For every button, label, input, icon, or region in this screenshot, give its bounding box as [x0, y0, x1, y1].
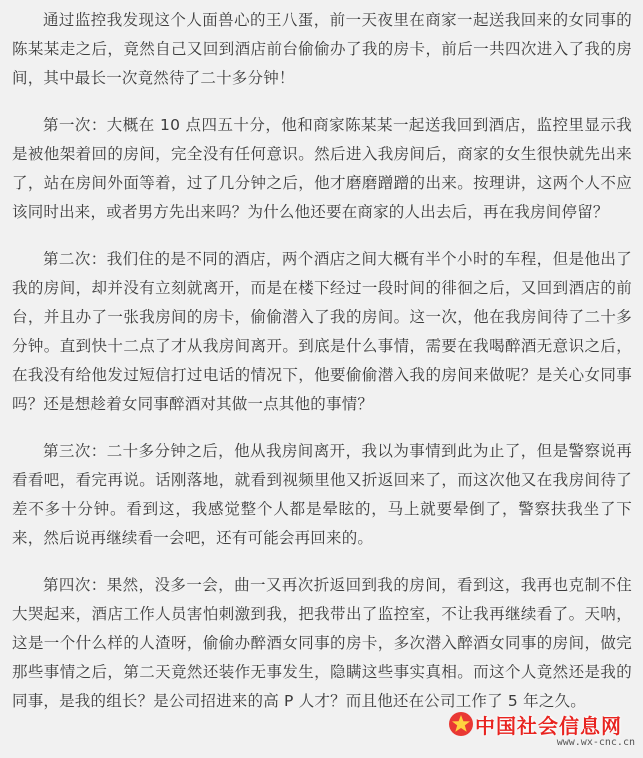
watermark-title: 中国社会信息网	[475, 714, 622, 738]
site-watermark	[447, 710, 637, 754]
article-body	[12, 6, 632, 716]
paragraph-intro: 通过监控我发现这个人面兽心的王八蛋，前一天夜里在商家一起送我回来的女同事的陈某某走之后，竟然自己又回到酒店前台偷偷办了我的房卡，前后一共四次进入了我的房间，其中最长一次竟然待了二十多分钟！	[12, 11, 632, 87]
paragraph-fourth-entry: 第四次：果然，没多一会，曲一又再次折返回到我的房间，看到这，我再也克制不住大哭起来，酒店工作人员害怕刺激到我，把我带出了监控室，不让我再继续看了。天呐，这是一个什么样的人渣呀，偷偷办醉酒女同事的房卡，多次潜入醉酒女同事的房间，做完那些事情之后，第二天竟然还装作无事发生，隐瞒这些事实真相。而这个人竟然还是我的同事，是我的组长？是公司招进来的高 P 人才？而且他还在公司工作了 5 年之久。	[12, 576, 632, 710]
paragraph-first-entry: 第一次：大概在 10 点四五十分，他和商家陈某某一起送我回到酒店，监控里显示我是被他架着回的房间，完全没有任何意识。然后进入我房间后，商家的女生很快就先出来了，站在房间外面等着，过了几分钟之后，他才磨磨蹭蹭的出来。按理讲，这两个人不应该同时出来，或者男方先出来吗？为什么他还要在商家的人出去后，再在我房间停留？	[12, 116, 632, 221]
paragraph-third-entry: 第三次：二十多分钟之后，他从我房间离开，我以为事情到此为止了，但是警察说再看看吧，看完再说。话刚落地，就看到视频里他又折返回来了，而这次他又在我房间待了差不多十分钟。看到这，我感觉整个人都是晕眩的，马上就要晕倒了，警察扶我坐了下来，然后说再继续看一会吧，还有可能会再回来的。	[12, 442, 632, 547]
star-logo-icon	[447, 710, 475, 738]
paragraph-second-entry: 第二次：我们住的是不同的酒店，两个酒店之间大概有半个小时的车程，但是他出了我的房间，却并没有立刻就离开，而是在楼下经过一段时间的徘徊之后，又回到酒店的前台，并且办了一张我房间的房卡，偷偷潜入了我的房间。这一次，他在我房间待了二十多分钟。直到快十二点了才从我房间离开。到底是什么事情，需要在我喝醉酒无意识之后，在我没有给他发过短信打过电话的情况下，他要偷偷潜入我的房间来做呢？是关心女同事吗？还是想趁着女同事醉酒对其做一点其他的事情？	[12, 250, 632, 413]
watermark-url: www.wx-cnc.cn	[556, 737, 635, 748]
